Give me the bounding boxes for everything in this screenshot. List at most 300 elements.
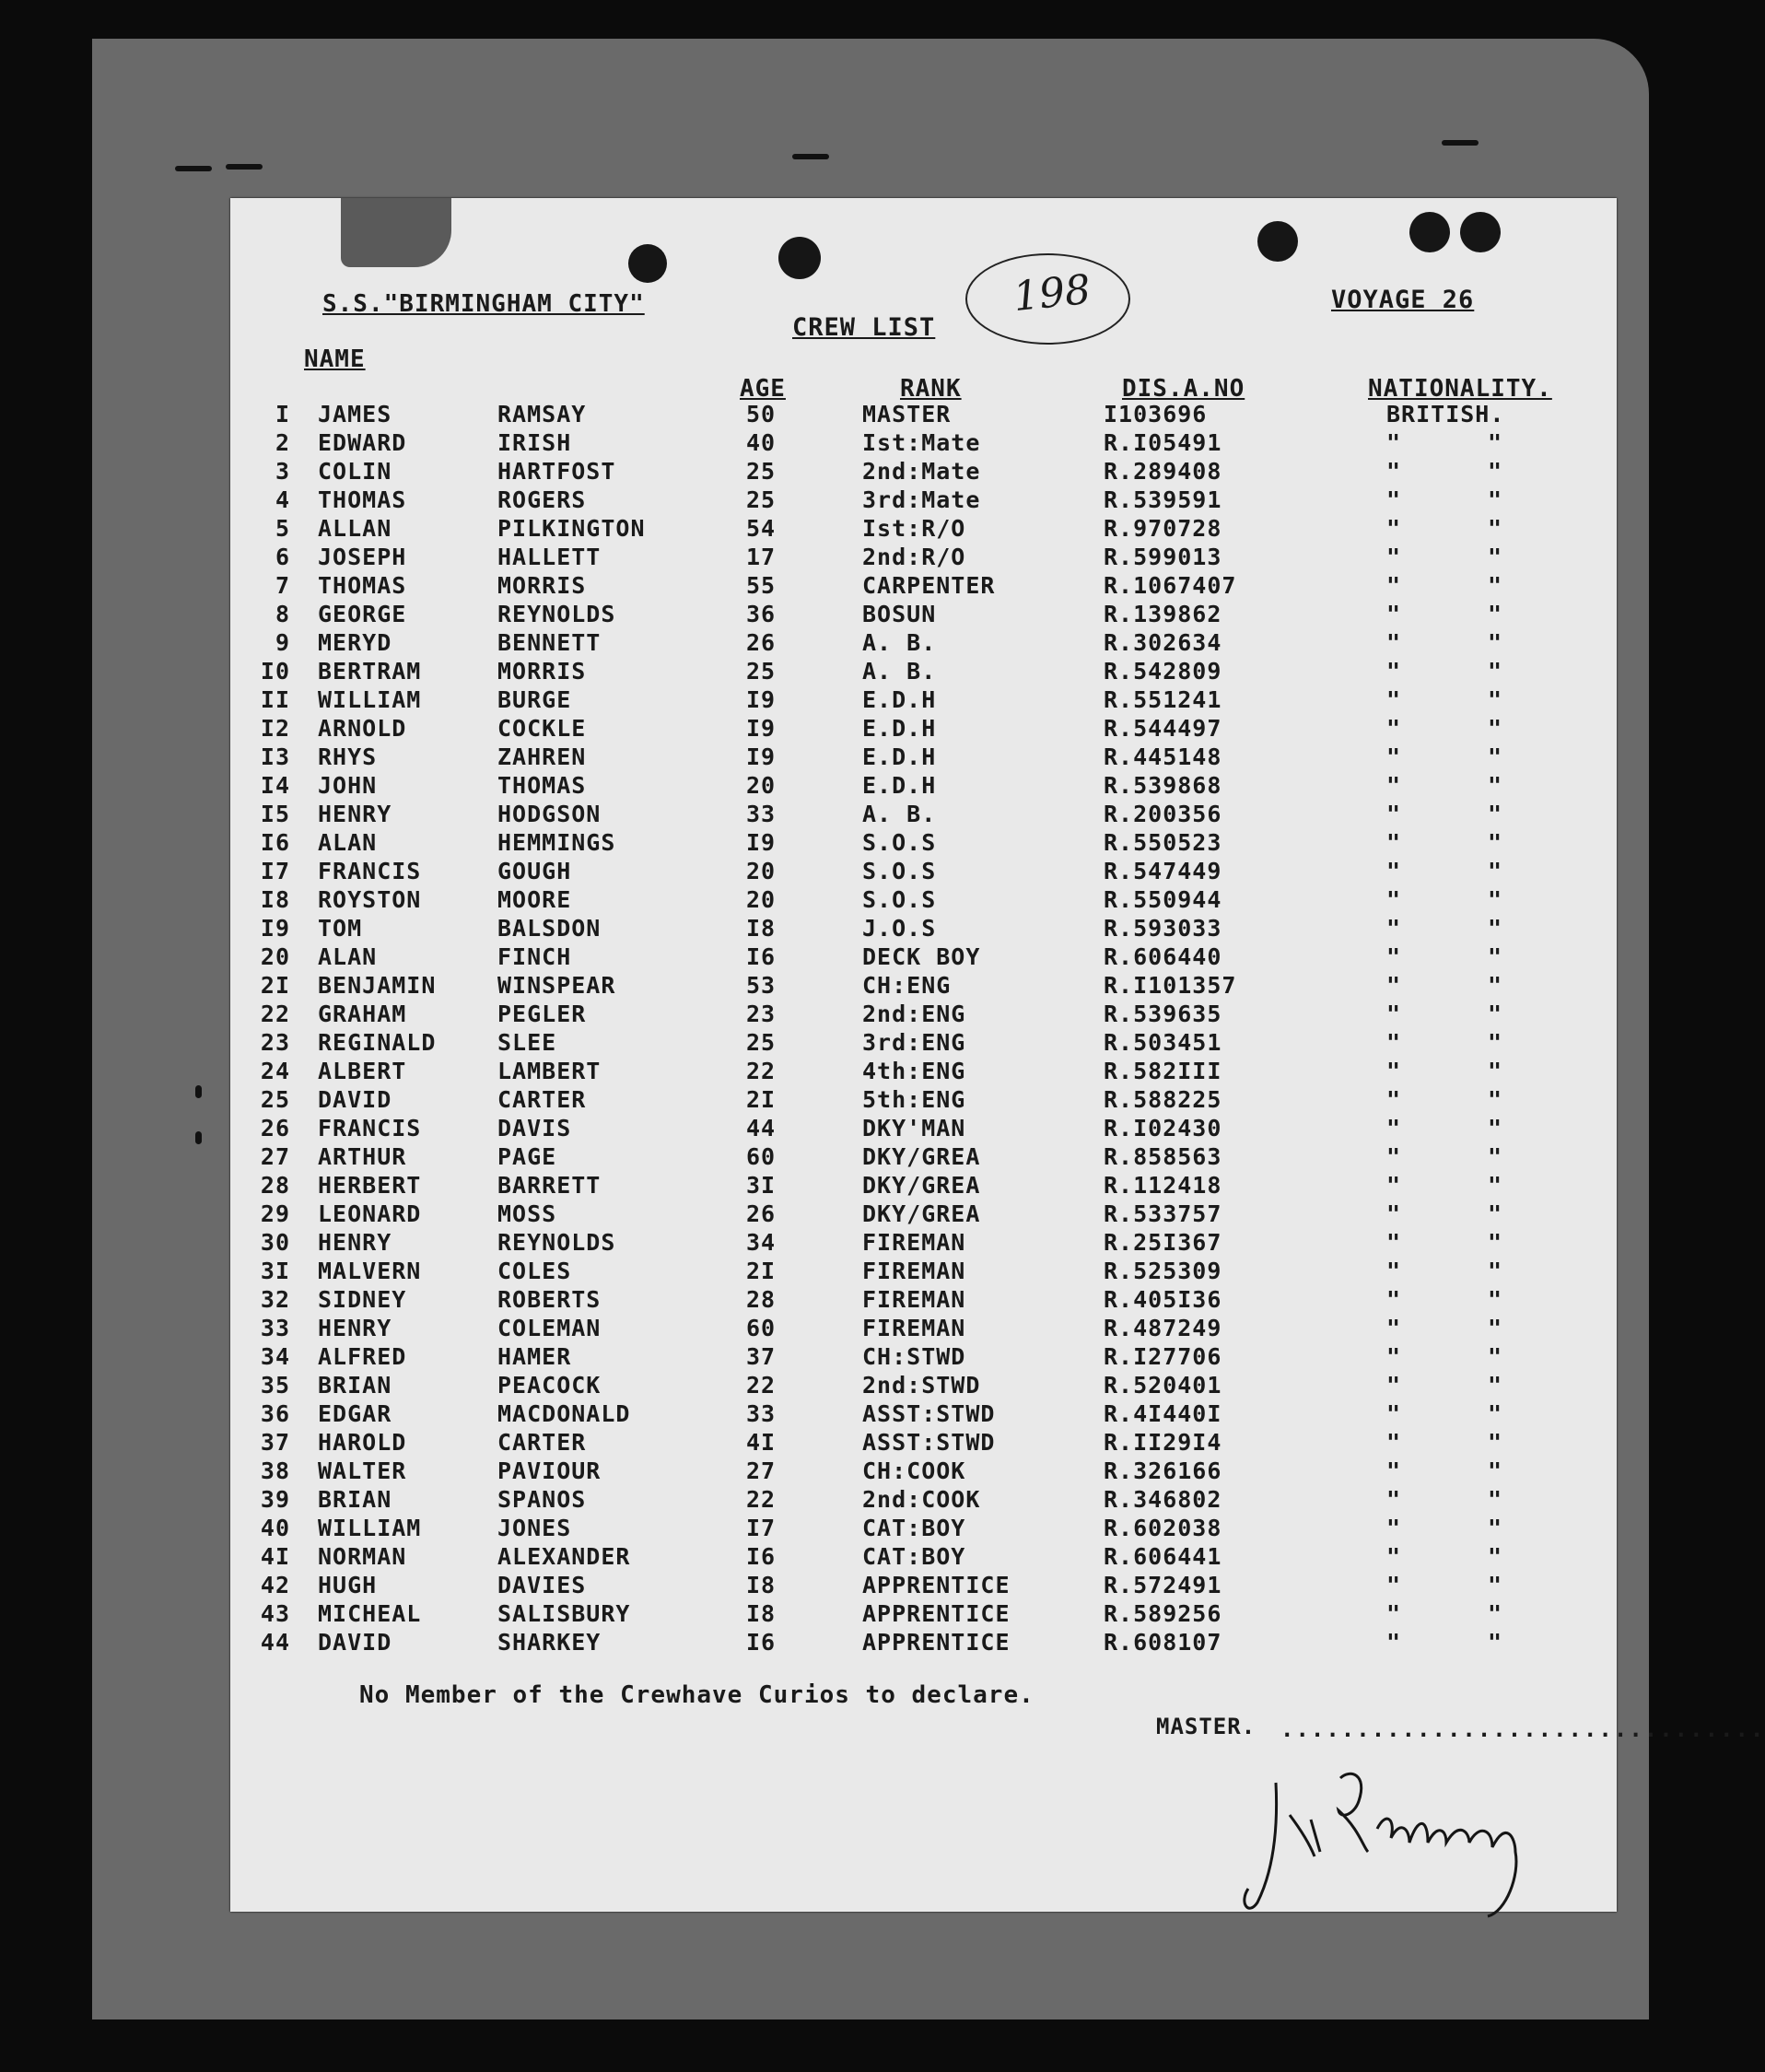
first-name: DAVID — [318, 1629, 392, 1656]
punch-hole — [778, 237, 821, 279]
nationality: " — [1386, 1429, 1402, 1456]
crew-row — [230, 1372, 1617, 1400]
row-number: 36 — [260, 1400, 290, 1427]
rank: A. B. — [862, 658, 937, 685]
last-name: REYNOLDS — [497, 1229, 616, 1256]
age: 2I — [746, 1258, 777, 1284]
nationality: " — [1386, 829, 1402, 856]
crew-list-document — [230, 198, 1765, 1912]
crew-row — [230, 1600, 1617, 1629]
first-name: ARNOLD — [318, 715, 407, 742]
last-name: COLEMAN — [497, 1315, 602, 1341]
crew-row — [230, 1058, 1617, 1086]
first-name: HERBERT — [318, 1172, 422, 1199]
nationality: " — [1386, 486, 1402, 513]
dis-a-no: R.582III — [1104, 1058, 1222, 1084]
rank: DKY/GREA — [862, 1143, 981, 1170]
nationality: " — [1386, 943, 1402, 970]
first-name: HENRY — [318, 1229, 392, 1256]
dis-a-no: R.589256 — [1104, 1600, 1222, 1627]
row-number: 4I — [260, 1543, 290, 1570]
last-name: PAVIOUR — [497, 1457, 602, 1484]
row-number: 34 — [260, 1343, 290, 1370]
first-name: ALBERT — [318, 1058, 407, 1084]
first-name: LEONARD — [318, 1200, 422, 1227]
last-name: CARTER — [497, 1429, 587, 1456]
crew-row — [230, 1172, 1617, 1200]
age: I6 — [746, 1629, 777, 1656]
nationality-ditto: " — [1488, 1029, 1503, 1056]
row-number: I7 — [260, 858, 290, 884]
dis-a-no: R.539635 — [1104, 1001, 1222, 1027]
dis-a-no: R.572491 — [1104, 1572, 1222, 1598]
nationality: " — [1386, 1115, 1402, 1141]
nationality: " — [1386, 1372, 1402, 1399]
staple-mark — [175, 166, 212, 171]
rank: 2nd:COOK — [862, 1486, 981, 1513]
first-name: HUGH — [318, 1572, 378, 1598]
nationality-ditto: " — [1488, 1400, 1503, 1427]
first-name: GEORGE — [318, 601, 407, 627]
dis-a-no: R.533757 — [1104, 1200, 1222, 1227]
rank: CH:ENG — [862, 972, 952, 999]
first-name: GRAHAM — [318, 1001, 407, 1027]
dis-a-no: R.608107 — [1104, 1629, 1222, 1656]
age: 22 — [746, 1372, 777, 1399]
first-name: JOHN — [318, 772, 378, 799]
dis-a-no: R.112418 — [1104, 1172, 1222, 1199]
margin-mark — [195, 1131, 202, 1144]
crew-row — [230, 1001, 1617, 1029]
nationality-ditto: " — [1488, 1372, 1503, 1399]
row-number: 44 — [260, 1629, 290, 1656]
row-number: I — [275, 401, 290, 427]
nationality-ditto: " — [1488, 1200, 1503, 1227]
last-name: PEGLER — [497, 1001, 587, 1027]
nationality-ditto: " — [1488, 515, 1503, 542]
last-name: MOORE — [497, 886, 572, 913]
age: 44 — [746, 1115, 777, 1141]
last-name: HARTFOST — [497, 458, 616, 485]
row-number: I2 — [260, 715, 290, 742]
column-header-rank: RANK — [900, 375, 962, 403]
last-name: SHARKEY — [497, 1629, 602, 1656]
rank: DKY/GREA — [862, 1172, 981, 1199]
first-name: MERYD — [318, 629, 392, 656]
first-name: BRIAN — [318, 1486, 392, 1513]
row-number: 39 — [260, 1486, 290, 1513]
crew-row — [230, 458, 1617, 486]
age: 37 — [746, 1343, 777, 1370]
row-number: I3 — [260, 743, 290, 770]
nationality-ditto: " — [1488, 1600, 1503, 1627]
first-name: HAROLD — [318, 1429, 407, 1456]
crew-row — [230, 715, 1617, 743]
rank: S.O.S — [862, 858, 937, 884]
age: 26 — [746, 1200, 777, 1227]
row-number: 22 — [260, 1001, 290, 1027]
nationality-ditto: " — [1488, 915, 1503, 942]
rank: DECK BOY — [862, 943, 981, 970]
rank: A. B. — [862, 801, 937, 827]
dis-a-no: R.445148 — [1104, 743, 1222, 770]
punch-hole — [1257, 221, 1298, 262]
nationality-ditto: " — [1488, 801, 1503, 827]
dis-a-no: R.525309 — [1104, 1258, 1222, 1284]
row-number: 25 — [260, 1086, 290, 1113]
nationality: BRITISH. — [1386, 401, 1505, 427]
dis-a-no: R.289408 — [1104, 458, 1222, 485]
crew-row — [230, 686, 1617, 715]
dis-a-no: R.602038 — [1104, 1515, 1222, 1541]
first-name: ALFRED — [318, 1343, 407, 1370]
dis-a-no: R.606440 — [1104, 943, 1222, 970]
nationality-ditto: " — [1488, 829, 1503, 856]
nationality-ditto: " — [1488, 1286, 1503, 1313]
nationality-ditto: " — [1488, 1001, 1503, 1027]
nationality: " — [1386, 1286, 1402, 1313]
nationality-ditto: " — [1488, 572, 1503, 599]
first-name: HENRY — [318, 801, 392, 827]
dis-a-no: R.I05491 — [1104, 429, 1222, 456]
row-number: 7 — [275, 572, 290, 599]
rank: CH:COOK — [862, 1457, 966, 1484]
rank: APPRENTICE — [862, 1600, 1011, 1627]
nationality: " — [1386, 1143, 1402, 1170]
dis-a-no: R.599013 — [1104, 544, 1222, 570]
first-name: MALVERN — [318, 1258, 422, 1284]
dis-a-no: I103696 — [1104, 401, 1208, 427]
nationality: " — [1386, 1572, 1402, 1598]
dis-a-no: R.1067407 — [1104, 572, 1237, 599]
first-name: TOM — [318, 915, 363, 942]
age: 28 — [746, 1286, 777, 1313]
rank: J.O.S — [862, 915, 937, 942]
last-name: REYNOLDS — [497, 601, 616, 627]
first-name: ALLAN — [318, 515, 392, 542]
first-name: SIDNEY — [318, 1286, 407, 1313]
nationality: " — [1386, 658, 1402, 685]
age: 54 — [746, 515, 777, 542]
nationality-ditto: " — [1488, 1086, 1503, 1113]
master-label: MASTER. — [1156, 1714, 1257, 1739]
nationality: " — [1386, 858, 1402, 884]
row-number: I6 — [260, 829, 290, 856]
crew-row — [230, 1515, 1617, 1543]
rank: ASST:STWD — [862, 1400, 996, 1427]
age: 34 — [746, 1229, 777, 1256]
first-name: BERTRAM — [318, 658, 422, 685]
nationality: " — [1386, 886, 1402, 913]
age: 22 — [746, 1058, 777, 1084]
dis-a-no: R.542809 — [1104, 658, 1222, 685]
crew-row — [230, 1400, 1617, 1429]
dis-a-no: R.547449 — [1104, 858, 1222, 884]
last-name: PAGE — [497, 1143, 557, 1170]
first-name: WALTER — [318, 1457, 407, 1484]
dis-a-no: R.539868 — [1104, 772, 1222, 799]
nationality-ditto: " — [1488, 1429, 1503, 1456]
first-name: WILLIAM — [318, 686, 422, 713]
footer-declaration: No Member of the Crewhave Curios to declare. — [359, 1681, 1034, 1709]
last-name: ZAHREN — [497, 743, 587, 770]
row-number: 30 — [260, 1229, 290, 1256]
nationality-ditto: " — [1488, 1457, 1503, 1484]
row-number: 26 — [260, 1115, 290, 1141]
first-name: THOMAS — [318, 572, 407, 599]
crew-row — [230, 915, 1617, 943]
column-header-nationality: NATIONALITY. — [1368, 375, 1552, 403]
rank: CH:STWD — [862, 1343, 966, 1370]
staple-mark — [1442, 140, 1479, 146]
age: I6 — [746, 943, 777, 970]
first-name: FRANCIS — [318, 858, 422, 884]
last-name: LAMBERT — [497, 1058, 602, 1084]
crew-row — [230, 1572, 1617, 1600]
dis-a-no: R.606441 — [1104, 1543, 1222, 1570]
row-number: I0 — [260, 658, 290, 685]
torn-corner — [341, 198, 451, 267]
dis-a-no: R.I27706 — [1104, 1343, 1222, 1370]
age: 53 — [746, 972, 777, 999]
nationality: " — [1386, 1457, 1402, 1484]
last-name: RAMSAY — [497, 401, 587, 427]
nationality: " — [1386, 1258, 1402, 1284]
nationality-ditto: " — [1488, 429, 1503, 456]
rank: 4th:ENG — [862, 1058, 966, 1084]
first-name: DAVID — [318, 1086, 392, 1113]
nationality: " — [1386, 1343, 1402, 1370]
crew-row — [230, 401, 1617, 429]
age: 55 — [746, 572, 777, 599]
row-number: 40 — [260, 1515, 290, 1541]
age: 33 — [746, 1400, 777, 1427]
last-name: ROBERTS — [497, 1286, 602, 1313]
nationality-ditto: " — [1488, 1343, 1503, 1370]
crew-row — [230, 1315, 1617, 1343]
age: 40 — [746, 429, 777, 456]
nationality: " — [1386, 1029, 1402, 1056]
age: 36 — [746, 601, 777, 627]
nationality-ditto: " — [1488, 886, 1503, 913]
dis-a-no: R.326166 — [1104, 1457, 1222, 1484]
row-number: I8 — [260, 886, 290, 913]
crew-row — [230, 1229, 1617, 1258]
crew-row — [230, 943, 1617, 972]
nationality: " — [1386, 1200, 1402, 1227]
age: 25 — [746, 1029, 777, 1056]
signature-dotted-line: ................................ — [1280, 1716, 1765, 1742]
nationality-ditto: " — [1488, 544, 1503, 570]
nationality-ditto: " — [1488, 1515, 1503, 1541]
first-name: WILLIAM — [318, 1515, 422, 1541]
last-name: ROGERS — [497, 486, 587, 513]
nationality: " — [1386, 1086, 1402, 1113]
age: 20 — [746, 772, 777, 799]
crew-row — [230, 1543, 1617, 1572]
rank: CAT:BOY — [862, 1515, 966, 1541]
crew-row — [230, 601, 1617, 629]
crew-row — [230, 801, 1617, 829]
nationality: " — [1386, 1486, 1402, 1513]
age: 4I — [746, 1429, 777, 1456]
dis-a-no: R.405I36 — [1104, 1286, 1222, 1313]
age: I9 — [746, 686, 777, 713]
row-number: 32 — [260, 1286, 290, 1313]
last-name: SPANOS — [497, 1486, 587, 1513]
nationality: " — [1386, 743, 1402, 770]
last-name: MOSS — [497, 1200, 557, 1227]
dis-a-no: R.544497 — [1104, 715, 1222, 742]
age: 27 — [746, 1457, 777, 1484]
nationality: " — [1386, 1543, 1402, 1570]
last-name: MORRIS — [497, 658, 587, 685]
dis-a-no: R.II29I4 — [1104, 1429, 1222, 1456]
rank: Ist:Mate — [862, 429, 981, 456]
crew-row — [230, 1429, 1617, 1457]
punch-hole — [1409, 212, 1450, 252]
last-name: PILKINGTON — [497, 515, 646, 542]
dis-a-no: R.200356 — [1104, 801, 1222, 827]
last-name: HEMMINGS — [497, 829, 616, 856]
first-name: RHYS — [318, 743, 378, 770]
dis-a-no: R.503451 — [1104, 1029, 1222, 1056]
first-name: FRANCIS — [318, 1115, 422, 1141]
row-number: 43 — [260, 1600, 290, 1627]
nationality: " — [1386, 772, 1402, 799]
dis-a-no: R.520401 — [1104, 1372, 1222, 1399]
age: 50 — [746, 401, 777, 427]
rank: FIREMAN — [862, 1286, 966, 1313]
nationality-ditto: " — [1488, 486, 1503, 513]
rank: A. B. — [862, 629, 937, 656]
nationality: " — [1386, 572, 1402, 599]
nationality-ditto: " — [1488, 629, 1503, 656]
nationality: " — [1386, 629, 1402, 656]
nationality-ditto: " — [1488, 972, 1503, 999]
rank: 2nd:STWD — [862, 1372, 981, 1399]
nationality: " — [1386, 429, 1402, 456]
row-number: 8 — [275, 601, 290, 627]
last-name: WINSPEAR — [497, 972, 616, 999]
age: 3I — [746, 1172, 777, 1199]
dis-a-no: R.550944 — [1104, 886, 1222, 913]
dis-a-no: R.I02430 — [1104, 1115, 1222, 1141]
first-name: ARTHUR — [318, 1143, 407, 1170]
dis-a-no: R.25I367 — [1104, 1229, 1222, 1256]
crew-row — [230, 1115, 1617, 1143]
nationality-ditto: " — [1488, 1172, 1503, 1199]
row-number: 37 — [260, 1429, 290, 1456]
age: 33 — [746, 801, 777, 827]
crew-row — [230, 1143, 1617, 1172]
crew-row — [230, 1200, 1617, 1229]
master-signature — [1239, 1764, 1552, 1921]
last-name: HALLETT — [497, 544, 602, 570]
nationality: " — [1386, 1600, 1402, 1627]
first-name: REGINALD — [318, 1029, 437, 1056]
age: I9 — [746, 715, 777, 742]
nationality-ditto: " — [1488, 458, 1503, 485]
age: 26 — [746, 629, 777, 656]
last-name: BARRETT — [497, 1172, 602, 1199]
row-number: 35 — [260, 1372, 290, 1399]
nationality-ditto: " — [1488, 1543, 1503, 1570]
nationality: " — [1386, 972, 1402, 999]
age: I6 — [746, 1543, 777, 1570]
first-name: EDWARD — [318, 429, 407, 456]
row-number: 23 — [260, 1029, 290, 1056]
last-name: MORRIS — [497, 572, 587, 599]
age: 2I — [746, 1086, 777, 1113]
margin-mark — [195, 1085, 202, 1098]
crew-row — [230, 743, 1617, 772]
dis-a-no: R.593033 — [1104, 915, 1222, 942]
first-name: BENJAMIN — [318, 972, 437, 999]
staple-mark — [792, 154, 829, 159]
last-name: THOMAS — [497, 772, 587, 799]
last-name: SLEE — [497, 1029, 557, 1056]
rank: FIREMAN — [862, 1258, 966, 1284]
last-name: SALISBURY — [497, 1600, 631, 1627]
row-number: I5 — [260, 801, 290, 827]
crew-row — [230, 1629, 1617, 1657]
dis-a-no: R.487249 — [1104, 1315, 1222, 1341]
last-name: HAMER — [497, 1343, 572, 1370]
first-name: ALAN — [318, 829, 378, 856]
rank: S.O.S — [862, 829, 937, 856]
nationality-ditto: " — [1488, 1486, 1503, 1513]
first-name: JOSEPH — [318, 544, 407, 570]
last-name: MACDONALD — [497, 1400, 631, 1427]
crew-row — [230, 1086, 1617, 1115]
rank: APPRENTICE — [862, 1572, 1011, 1598]
crew-row — [230, 486, 1617, 515]
nationality-ditto: " — [1488, 1258, 1503, 1284]
age: I8 — [746, 1600, 777, 1627]
row-number: 2I — [260, 972, 290, 999]
dis-a-no: R.302634 — [1104, 629, 1222, 656]
crew-row — [230, 1486, 1617, 1515]
crew-row — [230, 1286, 1617, 1315]
first-name: THOMAS — [318, 486, 407, 513]
dis-a-no: R.539591 — [1104, 486, 1222, 513]
crew-row — [230, 658, 1617, 686]
row-number: I4 — [260, 772, 290, 799]
rank: 2nd:ENG — [862, 1001, 966, 1027]
rank: 3rd:ENG — [862, 1029, 966, 1056]
nationality: " — [1386, 1172, 1402, 1199]
last-name: GOUGH — [497, 858, 572, 884]
dis-a-no: R.551241 — [1104, 686, 1222, 713]
rank: FIREMAN — [862, 1229, 966, 1256]
nationality: " — [1386, 1400, 1402, 1427]
crew-row — [230, 515, 1617, 544]
crew-row — [230, 429, 1617, 458]
first-name: ROYSTON — [318, 886, 422, 913]
age: I9 — [746, 829, 777, 856]
first-name: JAMES — [318, 401, 392, 427]
rank: BOSUN — [862, 601, 937, 627]
dis-a-no: R.139862 — [1104, 601, 1222, 627]
nationality: " — [1386, 801, 1402, 827]
dis-a-no: R.4I440I — [1104, 1400, 1222, 1427]
first-name: MICHEAL — [318, 1600, 422, 1627]
last-name: HODGSON — [497, 801, 602, 827]
first-name: HENRY — [318, 1315, 392, 1341]
nationality: " — [1386, 1315, 1402, 1341]
column-header-dis-a-no: DIS.A.NO — [1122, 375, 1245, 403]
